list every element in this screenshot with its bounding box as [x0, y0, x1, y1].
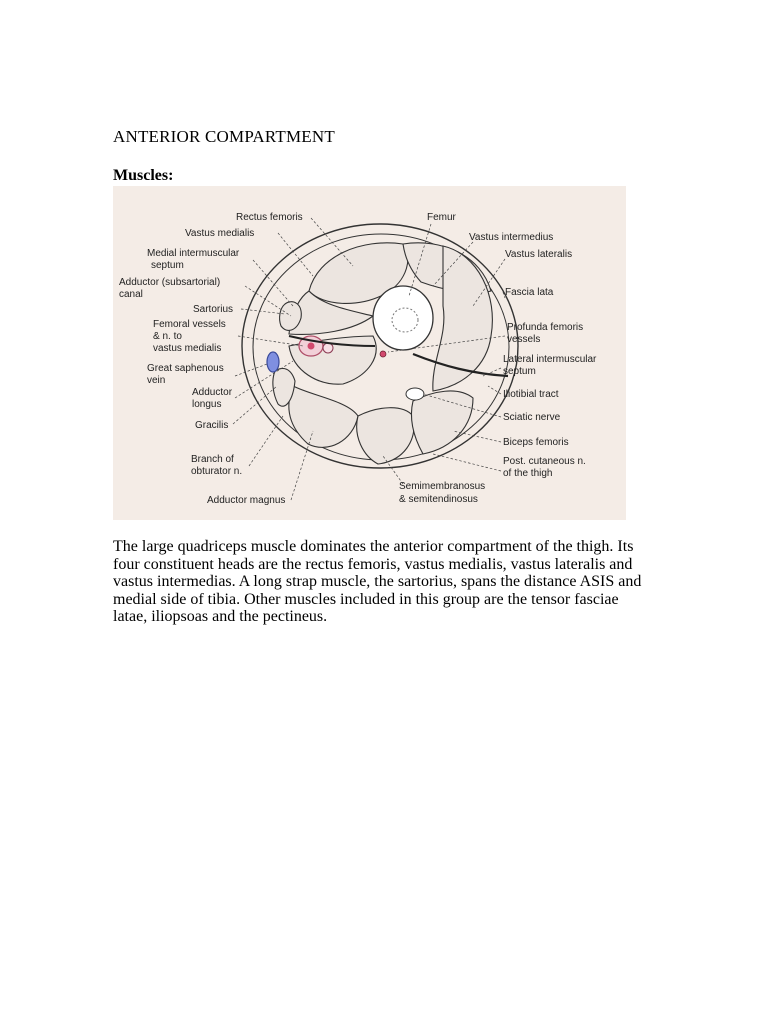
label-post-cutaneous-1: Post. cutaneous n.	[503, 456, 586, 467]
label-semimembranosus-1: Semimembranosus	[399, 481, 486, 492]
great-saphenous-vein	[267, 352, 279, 372]
label-sciatic: Sciatic nerve	[503, 412, 561, 423]
label-adductor-longus-2: longus	[192, 399, 222, 410]
label-adductor-canal-2: canal	[119, 289, 143, 300]
label-adductor-longus-1: Adductor	[192, 387, 233, 398]
sciatic-nerve	[406, 388, 424, 400]
thigh-cross-section-figure	[113, 186, 626, 520]
label-lateral-septum-1: Lateral intermuscular	[503, 354, 597, 365]
label-adductor-canal-1: Adductor (subsartorial)	[119, 277, 221, 288]
adductor-magnus-shape	[289, 386, 358, 447]
semimembranosus-shape	[357, 408, 414, 464]
femoral-vessel-lumen	[308, 343, 315, 350]
label-adductor-magnus: Adductor magnus	[207, 495, 286, 506]
label-obturator-2: obturator n.	[191, 466, 243, 477]
label-medial-septum-1: Medial intermuscular	[147, 248, 240, 259]
label-biceps: Biceps femoris	[503, 437, 569, 448]
femur-shape	[373, 286, 433, 350]
label-semimembranosus-2: & semitendinosus	[399, 494, 478, 505]
label-fascia-lata: Fascia lata	[505, 287, 554, 298]
profunda-vessels	[380, 351, 386, 357]
page-heading: ANTERIOR COMPARTMENT	[113, 127, 335, 146]
label-vastus-medialis: Vastus medialis	[185, 228, 255, 239]
label-profunda-2: vessels	[507, 334, 541, 345]
description-paragraph: The large quadriceps muscle dominates the anterior compartment of the thigh. Its four constituent heads are the rectus femoris, vastus medialis, vastus lateralis and vastus intermedias. A long strap muscle, the sartorius, spans the distance ASIS and medial side of tibia. Other muscles included in this group are the tensor fasciae latae, iliopsoas and the pectineus.	[113, 538, 642, 625]
label-great-saphenous-2: vein	[147, 375, 166, 386]
label-medial-septum-2: septum	[151, 260, 184, 271]
label-gracilis: Gracilis	[195, 420, 229, 431]
label-great-saphenous-1: Great saphenous	[147, 363, 224, 374]
label-femur: Femur	[427, 212, 456, 223]
biceps-femoris-shape	[411, 391, 473, 454]
label-lateral-septum-2: septum	[503, 366, 536, 377]
label-femoral-vessels-2: & n. to	[153, 331, 182, 342]
label-sartorius: Sartorius	[193, 304, 234, 315]
label-post-cutaneous-2: of the thigh	[503, 468, 553, 479]
label-rectus-femoris: Rectus femoris	[236, 212, 303, 223]
label-femoral-vessels-3: vastus medialis	[153, 343, 222, 354]
label-vastus-intermedius: Vastus intermedius	[469, 232, 554, 243]
label-iliotibial: Iliotibial tract	[503, 389, 559, 400]
section-subheading: Muscles:	[113, 167, 174, 184]
label-vastus-lateralis: Vastus lateralis	[505, 249, 573, 260]
label-profunda-1: Profunda femoris	[507, 322, 584, 333]
femoral-vein	[323, 343, 333, 353]
label-femoral-vessels-1: Femoral vessels	[153, 319, 226, 330]
thigh-cross-section-diagram	[113, 186, 626, 520]
label-obturator-1: Branch of	[191, 454, 234, 465]
